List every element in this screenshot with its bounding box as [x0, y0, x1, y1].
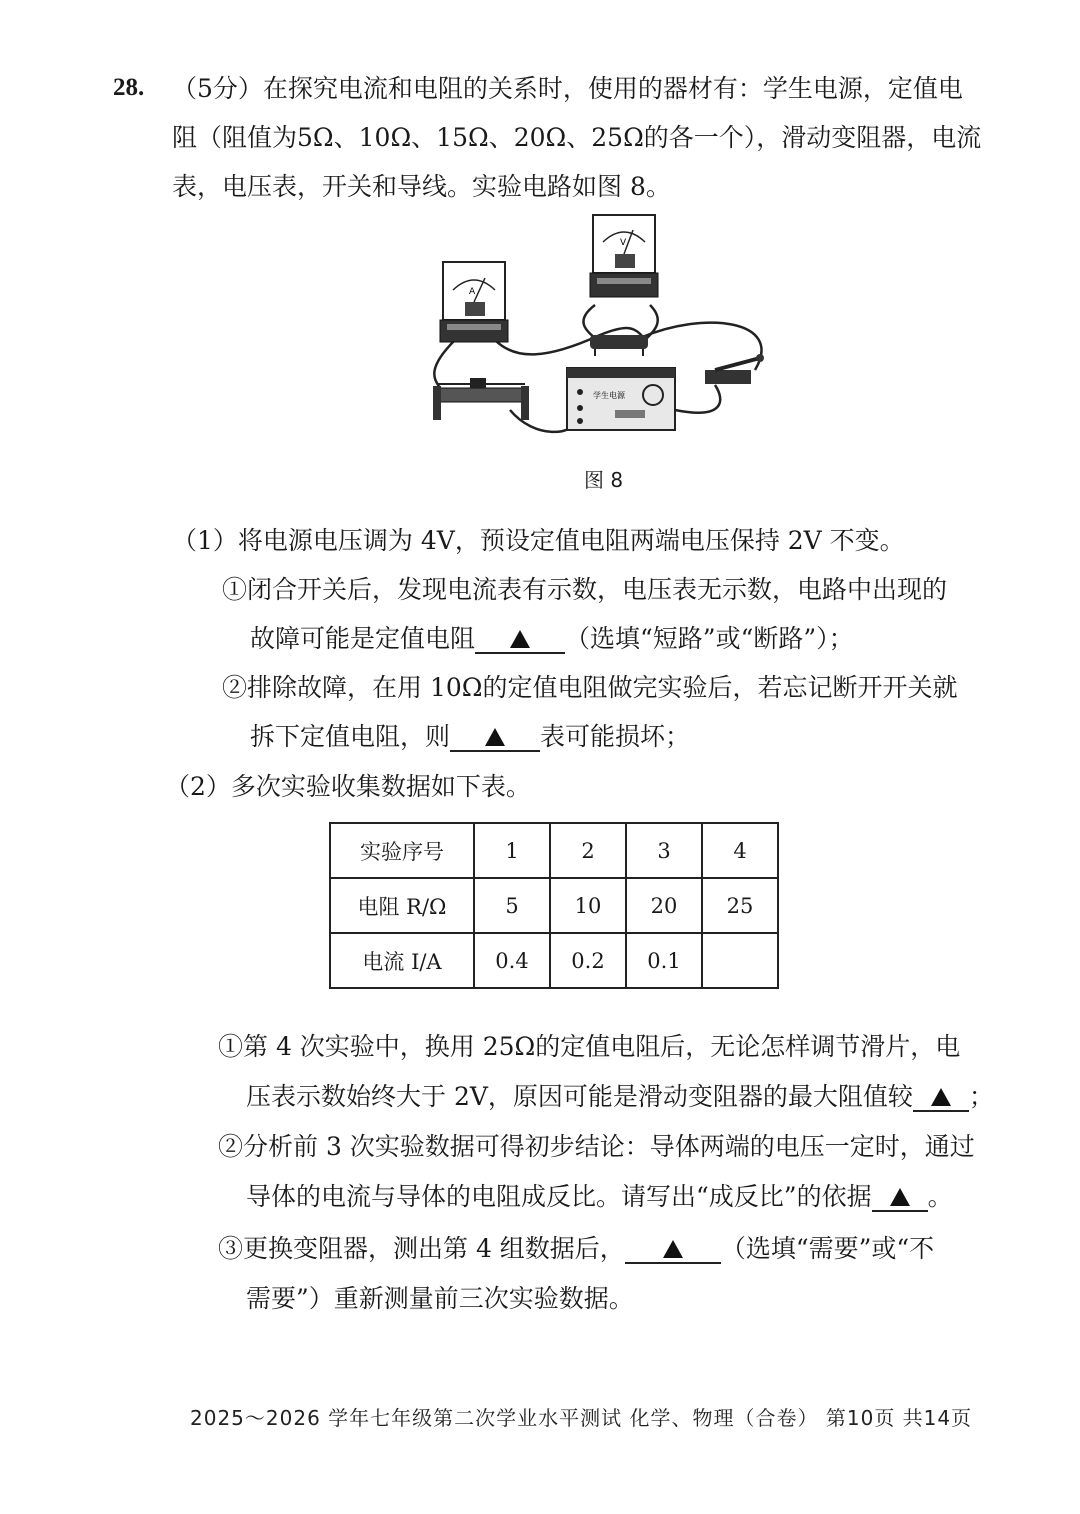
row-header-current: 电流 I/A — [330, 933, 474, 988]
intro-line-1: （5分）在探究电流和电阻的关系时，使用的器材有：学生电源，定值电 — [172, 74, 963, 103]
part2-q3-line2: 需要”）重新测量前三次实验数据。 — [246, 1284, 634, 1313]
page-footer: 2025～2026 学年七年级第二次学业水平测试 化学、物理（合卷） 第10页 共14页 — [190, 1406, 973, 1430]
table-cell: 10 — [550, 878, 626, 933]
answer-blank-2[interactable] — [450, 720, 540, 752]
part2-q2-text-pre: 导体的电流与导体的电阻成反比。请写出“成反比”的依据 — [246, 1182, 872, 1211]
table-cell-empty[interactable] — [702, 933, 778, 988]
part2-q2-line1: ②分析前 3 次实验数据可得初步结论：导体两端的电压一定时，通过 — [218, 1132, 975, 1161]
table-cell: 0.4 — [474, 933, 550, 988]
ammeter-symbol: A — [469, 287, 476, 297]
intro-line-2: 阻（阻值为5Ω、10Ω、15Ω、20Ω、25Ω的各一个），滑动变阻器，电流 — [172, 123, 982, 152]
part1-q1-line1: ①闭合开关后，发现电流表有示数，电压表无示数，电路中出现的 — [222, 575, 948, 604]
part2-q2-line2 — [246, 1180, 953, 1214]
table-cell: 5 — [474, 878, 550, 933]
circuit-figure — [425, 210, 775, 440]
part2-title: （2）多次实验收集数据如下表。 — [165, 772, 531, 801]
answer-blank-5[interactable] — [625, 1232, 721, 1264]
answer-blank-1[interactable] — [475, 622, 565, 654]
row-header-trial: 实验序号 — [330, 823, 474, 878]
part2-q1-line1: ①第 4 次实验中，换用 25Ω的定值电阻后，无论怎样调节滑片，电 — [218, 1032, 961, 1061]
part2-q1-line2 — [246, 1080, 994, 1114]
triangle-marker-icon — [663, 1240, 683, 1258]
triangle-marker-icon — [485, 728, 505, 746]
table-row — [330, 933, 778, 988]
question-number: 28. — [113, 74, 145, 101]
part2-q1-text-post: ； — [968, 1082, 994, 1111]
part2-q3-line1 — [218, 1232, 934, 1266]
row-header-resistance: 电阻 R/Ω — [330, 878, 474, 933]
part2-q1-text-pre: 压表示数始终大于 2V，原因可能是滑动变阻器的最大阻值较 — [246, 1082, 913, 1111]
part2-q3-text-post: （选填“需要”或“不 — [720, 1234, 935, 1263]
data-table — [329, 822, 779, 989]
table-cell: 20 — [626, 878, 702, 933]
table-cell: 1 — [474, 823, 550, 878]
figure-caption: 图 8 — [584, 468, 624, 492]
table-cell: 0.2 — [550, 933, 626, 988]
table-row — [330, 823, 778, 878]
table-cell: 4 — [702, 823, 778, 878]
table-cell: 3 — [626, 823, 702, 878]
ammeter — [440, 262, 508, 342]
part1-q2-line2 — [250, 720, 690, 754]
part1-q1-text-pre: 故障可能是定值电阻 — [250, 624, 476, 653]
voltmeter-symbol: V — [620, 238, 627, 248]
power-supply-label: 学生电源 — [593, 391, 625, 400]
table-row — [330, 878, 778, 933]
answer-blank-3[interactable] — [913, 1080, 969, 1112]
part1-q1-text-post: （选填“短路”或“断路”）； — [565, 624, 854, 653]
voltmeter — [590, 215, 658, 297]
power-supply — [567, 368, 675, 430]
part1-title: （1）将电源电压调为 4V，预设定值电阻两端电压保持 2V 不变。 — [172, 526, 905, 555]
fixed-resistor — [590, 335, 648, 356]
answer-blank-4[interactable] — [872, 1180, 928, 1212]
triangle-marker-icon — [510, 630, 530, 648]
part1-q2-line1: ②排除故障，在用 10Ω的定值电阻做完实验后，若忘记断开开关就 — [222, 673, 958, 702]
part2-q3-text-pre: ③更换变阻器，测出第 4 组数据后， — [218, 1234, 625, 1263]
part1-q2-text-pre: 拆下定值电阻，则 — [250, 722, 451, 751]
part1-q2-text-post: 表可能损坏； — [540, 722, 691, 751]
table-cell: 25 — [702, 878, 778, 933]
part1-q1-line2 — [250, 622, 854, 656]
table-cell: 0.1 — [626, 933, 702, 988]
intro-line-3: 表，电压表，开关和导线。实验电路如图 8。 — [172, 172, 671, 201]
table-cell: 2 — [550, 823, 626, 878]
part2-q2-text-post: 。 — [927, 1182, 953, 1211]
triangle-marker-icon — [931, 1088, 951, 1106]
triangle-marker-icon — [890, 1188, 910, 1206]
